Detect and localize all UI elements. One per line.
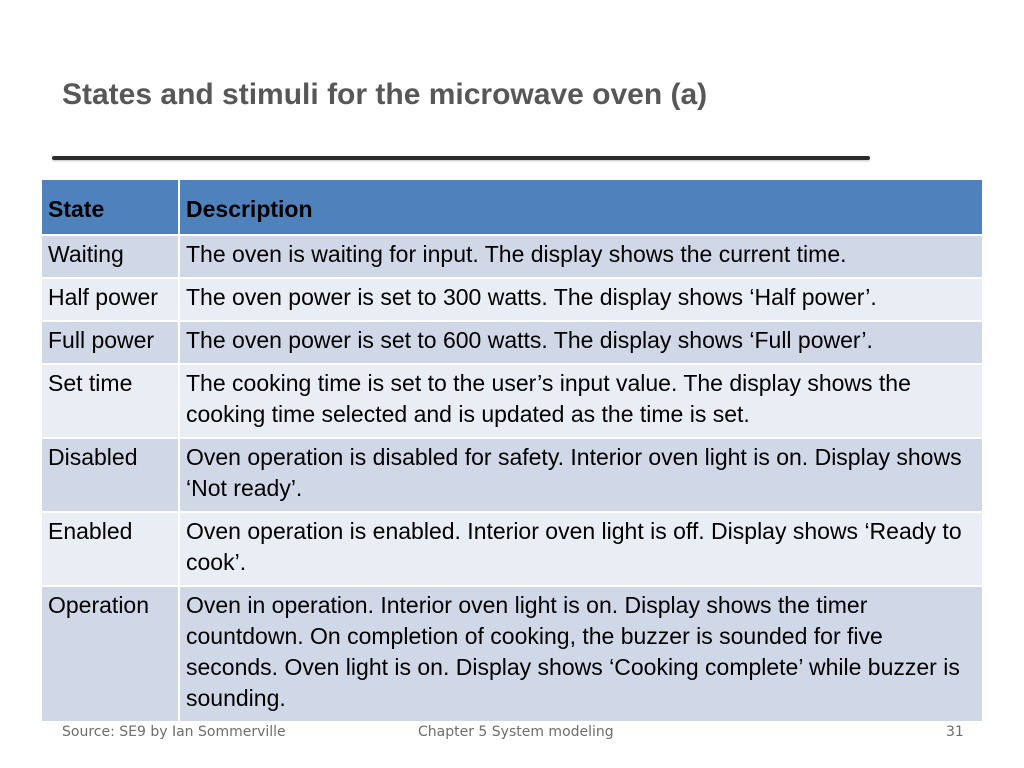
- description-cell: Oven operation is enabled. Interior oven light is off. Display shows ‘Ready to cook’.: [179, 512, 982, 586]
- table-row: [42, 235, 982, 278]
- footer-chapter: Chapter 5 System modeling: [418, 724, 614, 740]
- state-cell: Waiting: [42, 235, 179, 278]
- states-table: [42, 180, 982, 723]
- description-cell: Oven operation is disabled for safety. Interior oven light is on. Display shows ‘Not ready’.: [179, 438, 982, 512]
- table-header-row: [42, 180, 982, 235]
- table-row: [42, 512, 982, 586]
- table-row: [42, 321, 982, 364]
- slide-title: States and stimuli for the microwave oven (a): [62, 78, 708, 111]
- description-cell: The oven power is set to 600 watts. The display shows ‘Full power’.: [179, 321, 982, 364]
- header-description: Description: [179, 180, 982, 235]
- table-row: [42, 364, 982, 438]
- table-row: [42, 586, 982, 722]
- page-number: 31: [946, 724, 964, 740]
- state-cell: Operation: [42, 586, 179, 722]
- table-row: [42, 438, 982, 512]
- header-state: State: [42, 180, 179, 235]
- description-cell: Oven in operation. Interior oven light is on. Display shows the timer countdown. On completion of cooking, the buzzer is sounded for five seconds. Oven light is on. Display shows ‘Cooking complete’ while buzzer is sounding.: [179, 586, 982, 722]
- table-row: [42, 278, 982, 321]
- state-cell: Full power: [42, 321, 179, 364]
- state-cell: Enabled: [42, 512, 179, 586]
- title-divider: [52, 156, 870, 160]
- state-cell: Half power: [42, 278, 179, 321]
- state-cell: Disabled: [42, 438, 179, 512]
- footer-source: Source: SE9 by Ian Sommerville: [62, 724, 286, 740]
- state-cell: Set time: [42, 364, 179, 438]
- description-cell: The oven power is set to 300 watts. The display shows ‘Half power’.: [179, 278, 982, 321]
- description-cell: The cooking time is set to the user’s input value. The display shows the cooking time selected and is updated as the time is set.: [179, 364, 982, 438]
- description-cell: The oven is waiting for input. The display shows the current time.: [179, 235, 982, 278]
